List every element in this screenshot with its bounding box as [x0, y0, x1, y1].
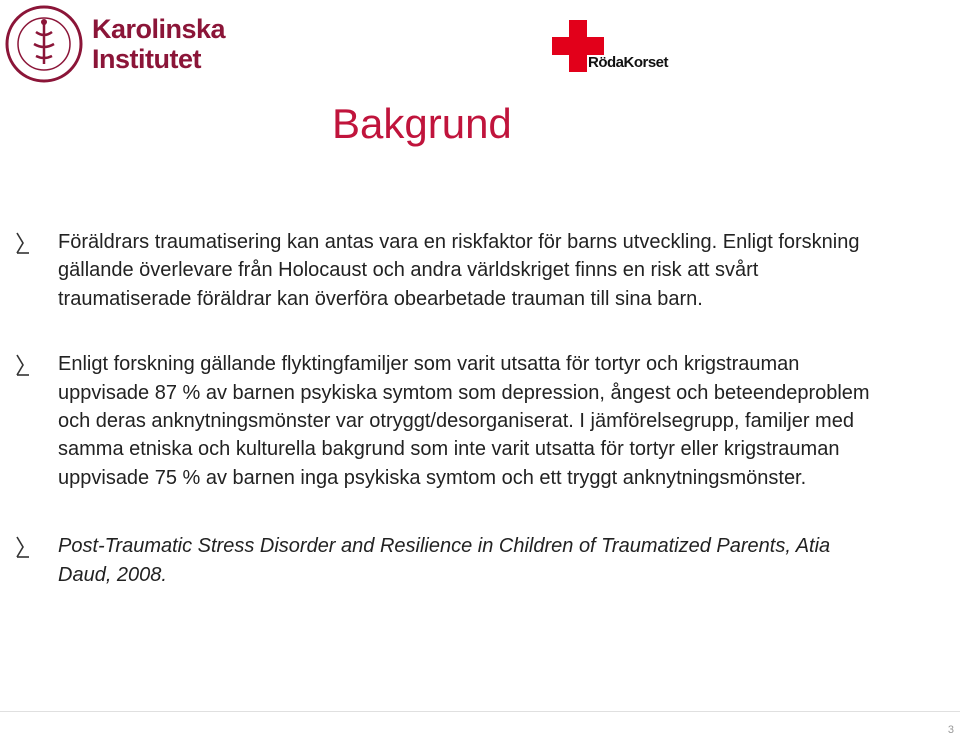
roda-korset-logo	[552, 20, 682, 72]
page-number: 3	[947, 724, 954, 736]
ki-logo-line2: Institutet	[92, 44, 201, 74]
bullet-marker-icon	[14, 354, 32, 376]
bullet-item	[14, 228, 874, 313]
karolinska-wordmark	[92, 14, 225, 74]
footer-divider	[0, 711, 960, 712]
karolinska-logo	[4, 4, 226, 84]
bullet-marker-icon	[14, 536, 32, 558]
bullet-item	[14, 532, 874, 589]
slide-title: Bakgrund	[332, 100, 512, 147]
bullet-text: Enligt forskning gällande flyktingfamiljer som varit utsatta för tortyr och krigstrauman uppvisade 87 % av barnen psykiska symtom som depression, ångest och beteendeproblem och deras anknytningsmönster var otryggt/desorganiserat. I jämförelsegrupp, familjer med samma etniska och kulturella bakgrund som inte varit utsatta för tortyr eller krigstrauman uppvisade 75 % av barnen inga psykiska symtom och ett tryggt anknytningsmönster.	[58, 353, 870, 489]
bullet-list	[14, 228, 874, 589]
ki-logo-line1: Karolinska	[92, 14, 226, 44]
karolinska-seal-icon	[4, 4, 84, 84]
bullet-text: Post-Traumatic Stress Disorder and Resilience in Children of Traumatized Parents, Atia Daud, 2008.	[58, 535, 831, 586]
bullet-marker-icon	[14, 232, 32, 254]
roda-korset-wordmark: RödaKorset	[588, 54, 669, 71]
bullet-text: Föräldrars traumatisering kan antas vara en riskfaktor för barns utveckling. Enligt forskning gällande överlevare från Holocaust och andra världskriget finns en risk att svårt traumatiserade föräldrar kan överföra obearbetade trauman till sina barn.	[58, 231, 860, 310]
bullet-item	[14, 350, 874, 492]
